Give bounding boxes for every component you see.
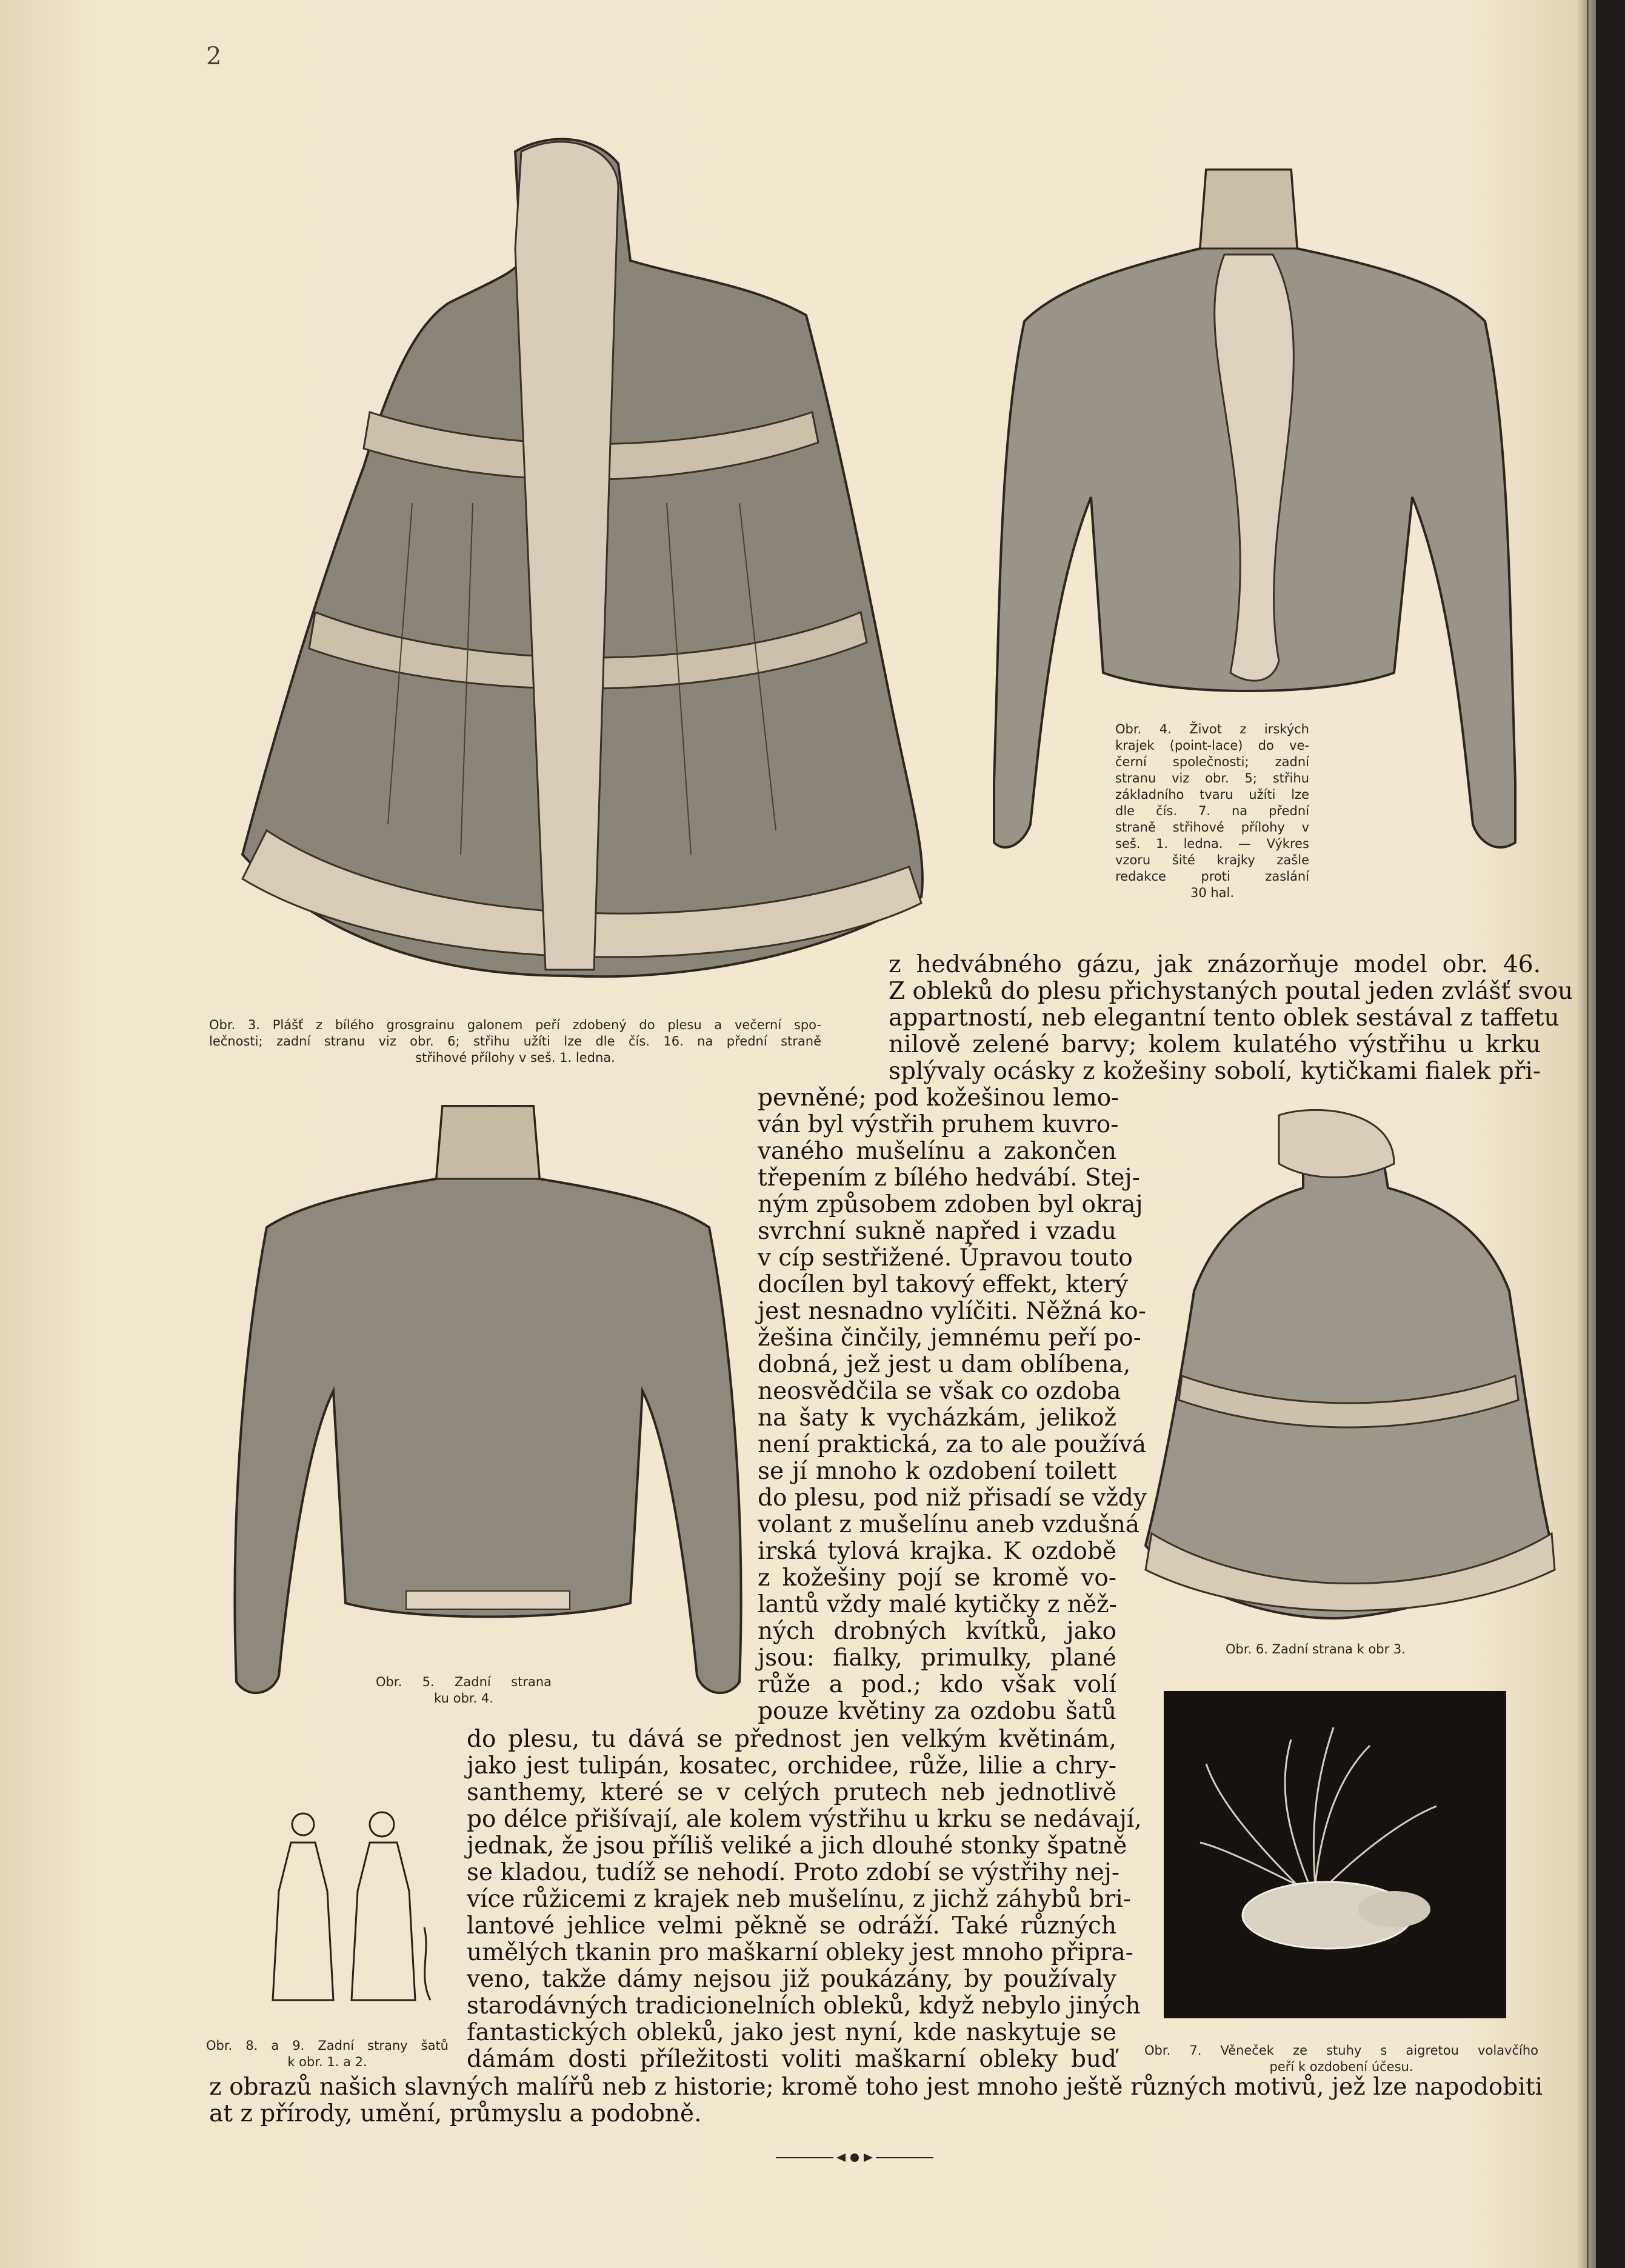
caption-line: vzoru šité krajky zašle xyxy=(1115,853,1309,867)
text-line: na šaty k vycházkám, jelikož xyxy=(758,1404,1116,1432)
caption-line: Obr. 6. Zadní strana k obr 3. xyxy=(1226,1642,1406,1656)
article-text-top xyxy=(889,951,1573,1085)
text-line: santhemy, které se v celých prutech neb jednotlivě xyxy=(467,1779,1116,1806)
figure-obr5-lace-bodice-back xyxy=(224,1100,752,1712)
text-line: do plesu, pod niž přisadí se vždy xyxy=(758,1484,1147,1512)
page-folio: 2 xyxy=(206,42,222,70)
text-line: jest nesnadno vylíčiti. Něžná ko- xyxy=(758,1298,1146,1325)
text-line: irská tylová krajka. K ozdobě xyxy=(758,1538,1116,1565)
caption-obr4 xyxy=(1115,721,1309,901)
caption-line: k obr. 1. a 2. xyxy=(287,2055,367,2069)
text-line: pevněné; pod kožešinou lemo- xyxy=(758,1084,1119,1112)
text-line: appartností, neb elegantní tento oblek sestával z taffetu xyxy=(889,1004,1560,1032)
text-line: jako jest tulipán, kosatec, orchidee, růže, lilie a chry- xyxy=(467,1752,1116,1779)
text-line: svrchní sukně napřed i vzadu xyxy=(758,1218,1116,1245)
article-text-column xyxy=(758,1084,1147,1725)
text-line: at z přírody, umění, průmyslu a podobně. xyxy=(209,2100,702,2127)
caption-line: redakce proti zaslání xyxy=(1115,869,1309,884)
caption-line: Obr. 5. Zadní strana xyxy=(376,1675,552,1689)
caption-line: lečnosti; zadní stranu viz obr. 6; střihu užíti lze dle čís. 16. na přední straně xyxy=(209,1034,821,1049)
text-line: ván byl výstřih pruhem kuvro- xyxy=(758,1111,1119,1138)
text-line: více růžicemi z krajek neb mušelínu, z jichž záhybů bri- xyxy=(467,1886,1131,1913)
caption-line: straně střihové přílohy v xyxy=(1115,820,1309,835)
caption-line: peří k ozdobení účesu. xyxy=(1269,2060,1413,2074)
caption-line: černí společnosti; zadní xyxy=(1115,755,1309,769)
text-line: nilově zelené barvy; kolem kulatého výstřihu u krku xyxy=(889,1031,1541,1058)
binding-gutter xyxy=(1596,0,1625,2268)
caption-line: Obr. 4. Život z irských xyxy=(1115,722,1309,736)
text-line: růže a pod.; kdo však volí xyxy=(758,1671,1116,1698)
text-line: Z obleků do plesu přichystaných poutal jeden zvlášť svou xyxy=(889,978,1573,1005)
caption-obr8-9 xyxy=(206,2038,449,2070)
caption-line: střihové přílohy v seš. 1. ledna. xyxy=(415,1050,615,1065)
caption-obr5 xyxy=(376,1674,552,1707)
caption-line: stranu viz obr. 5; střihu xyxy=(1115,771,1309,785)
article-text-final xyxy=(209,2074,1543,2127)
text-line: se kladou, tudíž se nehodí. Proto zdobí se výstřihy nej- xyxy=(467,1859,1120,1886)
caption-line: 30 hal. xyxy=(1190,886,1235,900)
text-line: pouze květiny za ozdobu šatů xyxy=(758,1698,1116,1725)
text-line: volant z mušelínu aneb vzdušná xyxy=(758,1511,1140,1538)
text-line: dobná, jež jest u dam oblíbena, xyxy=(758,1351,1131,1378)
text-line: lantové jehlice velmi pěkně se odráží. Také různých xyxy=(467,1912,1116,1939)
text-line: se jí mnoho k ozdobení toilett xyxy=(758,1458,1116,1485)
text-line: jsou: fialky, primulky, plané xyxy=(758,1644,1116,1672)
text-line: jednak, že jsou příliš veliké a jich dlouhé stonky špatně xyxy=(467,1832,1127,1859)
caption-line: ku obr. 4. xyxy=(434,1691,493,1706)
text-line: veno, takže dámy nejsou již poukázány, by používaly xyxy=(467,1966,1116,1993)
text-line: umělých tkanin pro maškarní obleky jest mnoho připra- xyxy=(467,1939,1133,1966)
text-line: docílen byl takový effekt, který xyxy=(758,1271,1129,1298)
caption-obr7 xyxy=(1144,2043,1538,2075)
text-line: fantastických obleků, jako jest nyní, kde naskytuje se xyxy=(467,2019,1116,2046)
article-text-lower xyxy=(467,1726,1142,2073)
caption-line: Obr. 3. Plášť z bílého grosgrainu galonem peří zdobený do plesu a večerní spo- xyxy=(209,1018,821,1032)
text-line: třepením z bílého hedvábí. Stej- xyxy=(758,1164,1140,1192)
text-line: žešina činčily, jemnému peří po- xyxy=(758,1324,1141,1352)
caption-line: základního tvaru užíti lze xyxy=(1115,787,1309,802)
figure-obr3-cape-illustration xyxy=(230,127,933,988)
text-line: ným způsobem zdoben byl okraj xyxy=(758,1191,1143,1218)
text-line: z obrazů našich slavných malířů neb z historie; kromě toho jest mnoho ještě různých motivů, jež lze napodobiti xyxy=(209,2073,1543,2101)
caption-line: seš. 1. ledna. — Výkres xyxy=(1115,836,1309,851)
text-line: neosvědčila se však co ozdoba xyxy=(758,1378,1121,1405)
text-line: ných drobných kvítků, jako xyxy=(758,1618,1116,1645)
text-line: lantů vždy malé kytičky z něž- xyxy=(758,1591,1117,1618)
text-line: do plesu, tu dává se přednost jen velkým květinám, xyxy=(467,1726,1116,1753)
text-line: po délce přišívají, ale kolem výstřihu u krku se nedávají, xyxy=(467,1806,1142,1833)
caption-obr3 xyxy=(209,1017,821,1066)
figure-obr7-aigrette-photo xyxy=(1164,1691,1506,2018)
caption-line: dle čís. 7. na přední xyxy=(1115,804,1309,818)
caption-obr6 xyxy=(1226,1641,1480,1658)
text-line: není praktická, za to ale používá xyxy=(758,1431,1147,1458)
caption-line: krajek (point-lace) do ve- xyxy=(1115,738,1309,753)
text-line: v cíp sestřižené. Úpravou touto xyxy=(758,1244,1133,1272)
text-line: z kožešiny pojí se kromě vo- xyxy=(758,1564,1116,1592)
figure-obr6-cape-back xyxy=(1140,1109,1558,1624)
text-line: starodávných tradicionelních obleků, když nebylo jiných xyxy=(467,1992,1141,2020)
text-line: vaného mušelínu a zakončen xyxy=(758,1138,1116,1165)
text-line: dámám dosti příležitosti voliti maškarní obleky buď xyxy=(467,2046,1116,2073)
end-ornament xyxy=(776,2150,933,2165)
text-line: z hedvábného gázu, jak znázorňuje model obr. 46. xyxy=(889,951,1541,978)
caption-line: Obr. 8. a 9. Zadní strany šatů xyxy=(206,2038,449,2053)
figure-obr8-9-dress-sketches xyxy=(261,1806,442,2012)
caption-line: Obr. 7. Věneček ze stuhy s aigretou volavčího xyxy=(1144,2043,1538,2058)
text-line: splývaly ocásky z kožešiny sobolí, kytičkami fialek při- xyxy=(889,1058,1541,1085)
binding-edge xyxy=(1587,0,1589,2268)
